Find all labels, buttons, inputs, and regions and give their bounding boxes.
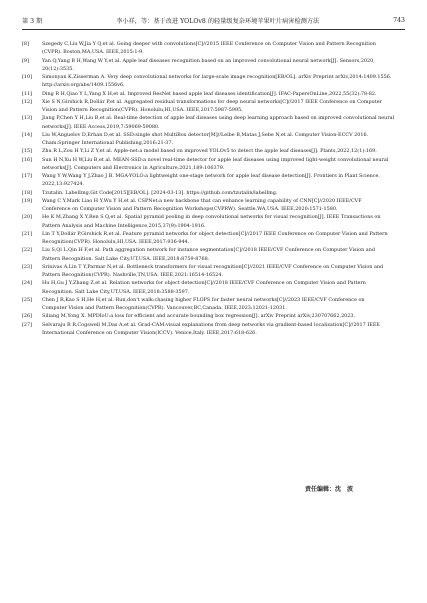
reference-text (42, 147, 405, 155)
reference-line: Szegedy C,Liu W,Jia Y Q,et al. Going deeper with convolutions[C]//2015 IEEE Conference on Computer Vision and Pattern Recognition (42, 41, 376, 47)
reference-line: networks[J]. IEEE Access,2019,7:59069-59080. (42, 123, 160, 130)
running-header (22, 14, 405, 26)
reference-item (22, 296, 405, 313)
reference-number: [13] (22, 115, 33, 122)
reference-number: [18] (22, 189, 33, 196)
reference-number: [22] (22, 247, 33, 254)
reference-line: Recognition. Salt Lake City,UT,USA. IEEE,2018:3588-3597. (42, 288, 190, 295)
reference-item (22, 189, 405, 197)
reference-line: http://arxiv.org/abs/1409.1556v6. (42, 82, 125, 89)
reference-line: Lin T Y,Dollár P,Girshick R,et al. Feature pyramid networks for object detection[C]//2017 IEEE Conference on Computer Vision and Pattern (42, 230, 388, 237)
reference-line: Xie S N,Girshick R,Dollár P,et al. Aggregated residual transformations for deep neural networks[C]//2017 IEEE Conference on Computer (42, 98, 382, 105)
reference-number: [16] (22, 156, 33, 163)
reference-line: Pattern Recognition. Salt Lake City,UT,USA. IEEE,2018:8759-8768. (42, 255, 210, 262)
reference-text (42, 172, 405, 189)
reference-item (22, 147, 405, 155)
reference-item (22, 197, 405, 214)
reference-line: Sun H N,Xu H W,Liu B,et al. MEAN-SSD:a novel real-time detector for apple leaf diseases using improved light-weight convolutional neural (42, 156, 389, 163)
reference-item (22, 321, 405, 338)
reference-number: [27] (22, 321, 33, 328)
reference-text (42, 230, 405, 247)
reference-number: [21] (22, 230, 33, 237)
reference-line: Tzutalin. LabelImg.Git Code[2015][EB/OL]. [2024-03-13]. https://github.com/tzutalin/labelImg. (42, 189, 278, 196)
reference-item (22, 230, 405, 247)
reference-line: Pattern Analysis and Machine Intelligence,2015,37(9):1904-1916. (42, 222, 206, 229)
reference-item (22, 246, 405, 263)
reference-line: Pattern Recognition(CVPR). Nashville,TN,USA. IEEE,2021:16514-16524. (42, 272, 224, 278)
reference-number: [9] (22, 57, 29, 64)
reference-line: Vision and Pattern Recognition(CVPR). Honolulu,HI,USA. IEEE,2017:5987-5995. (42, 107, 243, 113)
reference-text (42, 296, 405, 313)
reference-number: [24] (22, 280, 33, 287)
reference-item (22, 131, 405, 148)
reference-item (22, 263, 405, 280)
reference-number: [20] (22, 214, 33, 221)
reference-text (42, 189, 405, 197)
reference-text (42, 246, 405, 263)
reference-line: Srinivas A,Lin T Y,Parmar N,et al. Bottleneck transformers for visual recognition[C]//2021 IEEE/CVF Conference on Computer Vision and (42, 263, 384, 270)
reference-line: Liu W,Anguelov D,Erhan D,et al. SSD:single shot MultiBox detector[M]//Leibe B,Matas J,Sebe N,et al. Computer Vision-ECCV 2016. (42, 131, 369, 138)
reference-text (42, 263, 405, 280)
reference-text (42, 197, 405, 214)
reference-line: Wang C Y,Mark Liao H Y,Wu Y H,et al. CSPNet:a new backbone that can enhance learning capability of CNN[C]//2020 IEEE/CVF (42, 197, 362, 204)
reference-line: Selvaraju R R,Cogswell M,Das A,et al. Grad-CAM:visual explanations from deep networks via gradient-based localization[C]//2017 IEEE (42, 321, 380, 328)
reference-item (22, 156, 405, 173)
reference-text (42, 312, 405, 320)
reference-line: Liu S,Qi L,Qin H F,et al. Path aggregation network for instance segmentation[C]//2018 IEEE/CVF Conference on Computer Vision and (42, 247, 375, 254)
reference-line: Yan Q,Yang B H,Wang W Y,et al. Apple leaf diseases recognition based on an improved convolutional neural network[J]. Sensors,2020, (42, 57, 375, 64)
reference-number: [11] (22, 90, 33, 97)
reference-text (42, 321, 405, 338)
reference-item (22, 312, 405, 320)
reference-number: [12] (22, 98, 33, 105)
reference-line: Hu H,Gu J Y,Zhang Z,et al. Relation networks for object detection[C]//2018 IEEE/CVF Conference on Computer Vision and Pattern (42, 280, 366, 287)
reference-item (22, 40, 405, 57)
reference-number: [23] (22, 263, 33, 270)
reference-item (22, 57, 405, 74)
reference-text (42, 279, 405, 296)
header-rule (22, 29, 405, 30)
reference-number: [26] (22, 313, 33, 320)
running-title: 李小祥，等：基于改进 YOLOv8 的轻量级复杂环境苹果叶片病害检测方法 (116, 17, 320, 25)
reference-line: Computer Vision and Pattern Recognition(CVPR). Vancouver,BC,Canada. IEEE,2023:12021-12031. (42, 305, 287, 311)
reference-text (42, 40, 405, 57)
reference-number: [14] (22, 131, 33, 138)
page-number: 743 (393, 16, 405, 24)
reference-text (42, 131, 405, 148)
issue-number: 第 3 期 (22, 17, 43, 25)
reference-number: [10] (22, 74, 33, 80)
reference-line: 2022,13:927424. (42, 181, 85, 188)
reference-number: [8] (22, 41, 29, 47)
reference-line: Ding R H,Qiao Y L,Yang X H,et al. Improved ResNet based apple leaf diseases identification[J]. IFAC-PapersOnLine,2022,55(32):78-82. (42, 90, 377, 97)
reference-line: Wang Y W,Wang Y J,Zhao J B. MGA-YOLO:a lightweight one-stage network for apple leaf disease detection[J]. Frontiers in Plant Science, (42, 173, 380, 179)
reference-text (42, 114, 405, 131)
reference-line: (CVPR). Boston,MA,USA. IEEE,2015:1-9. (42, 49, 144, 56)
reference-line: networks[J]. Computers and Electronics in Agriculture,2021,189:106379. (42, 164, 225, 171)
reference-line: Conference on Computer Vision and Pattern Recognition Workshops(CVPRW). Seattle,WA,USA. IEEE,2020:1571-1580. (42, 206, 338, 212)
reference-line: Siliang M,Yong X. MPDIoU:a loss for efficient and accurate bounding box regression[J]. arXiv Preprint arXiv,230707662,2023. (42, 313, 356, 320)
reference-number: [17] (22, 173, 33, 179)
reference-line: Cham:Springer International Publishing,2016:21-37. (42, 140, 174, 146)
reference-number: [19] (22, 197, 33, 204)
reference-text (42, 213, 405, 230)
reference-line: Zhu R L,Zou H Y,Li Z Y,et al. Apple-net:a model based on improved YOLOv5 to detect the apple leaf diseases[J]. Plants,2022,12(1):169. (42, 148, 377, 155)
reference-item (22, 114, 405, 131)
reference-line: 20(12):3535. (42, 65, 74, 72)
reference-text (42, 73, 405, 90)
reference-item (22, 90, 405, 98)
reference-line: He K M,Zhang X Y,Ren S Q,et al. Spatial pyramid pooling in deep convolutional networks for visual recognition[J]. IEEE Transactions on (42, 214, 381, 221)
reference-item (22, 98, 405, 115)
reference-line: Chen J R,Kao S H,He H,et al. Run,don't walk:chasing higher FLOPS for faster neural networks[C]//2023 IEEE/CVF Conference on (42, 296, 365, 303)
reference-text (42, 90, 405, 98)
reference-text (42, 156, 405, 173)
reference-list (22, 40, 405, 337)
reference-text (42, 98, 405, 115)
reference-number: [25] (22, 296, 33, 303)
reference-item (22, 213, 405, 230)
responsible-editor: 责任编辑：沈 波 (304, 486, 353, 493)
reference-item (22, 73, 405, 90)
reference-number: [15] (22, 148, 33, 155)
reference-line: Jiang P,Chen Y H,Liu B,et al. Real-time detection of apple leaf diseases using deep learning approach based on improved convolutional neural (42, 115, 395, 122)
reference-item (22, 279, 405, 296)
reference-line: International Conference on Computer Vision(ICCV). Venice,Italy. IEEE,2017:618-626. (42, 329, 257, 336)
reference-text (42, 57, 405, 74)
reference-item (22, 172, 405, 189)
reference-line: Simonyan K,Zisserman A. Very deep convolutional networks for large-scale image recognition[EB/OL]. arXiv Preprint arXiv,2014:1409.1556. (42, 74, 392, 80)
reference-line: Recognition(CVPR). Honolulu,HI,USA. IEEE,2017:936-944. (42, 239, 190, 245)
